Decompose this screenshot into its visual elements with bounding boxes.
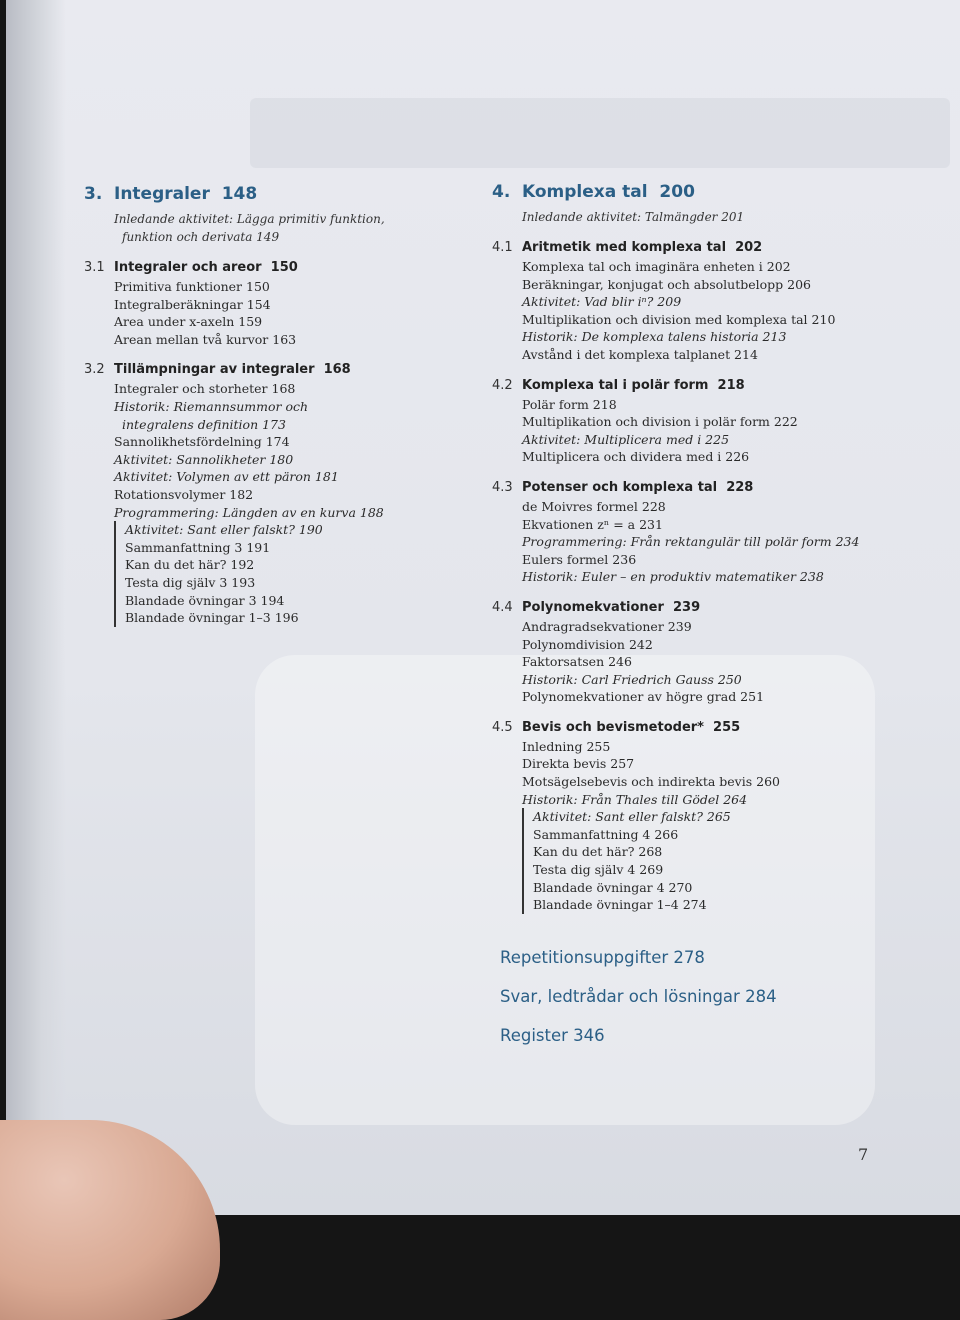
section-number: 4.4: [492, 599, 513, 615]
section-heading: [492, 478, 932, 498]
toc-left-column: [84, 184, 464, 627]
toc-entry: Multiplikation och division med komplexa tal 210: [522, 311, 836, 327]
chapter-3-summary-block: [114, 521, 464, 627]
section-number: 4.2: [492, 377, 513, 393]
chapter-page: 200: [659, 182, 695, 202]
chapter-number: 3.: [84, 184, 103, 204]
toc-entry-history: Historik: Riemannsummor och: [114, 398, 309, 414]
section-4-3: [492, 478, 932, 586]
chapter-title: Integraler: [114, 184, 210, 204]
toc-entry: Rotationsvolymer 182: [114, 486, 254, 502]
back-matter: [500, 948, 932, 1045]
toc-entry-programming: Programmering: Längden av en kurva 188: [114, 504, 384, 520]
toc-entry: Testa dig själv 3 193: [125, 574, 256, 590]
section-page: 218: [717, 377, 745, 393]
answers-entry: Svar, ledtrådar och lösningar 284: [500, 986, 777, 1006]
chapter-title: Komplexa tal: [522, 182, 648, 202]
section-title: Tillämpningar av integraler: [114, 362, 315, 378]
toc-entry: de Moivres formel 228: [522, 498, 666, 514]
section-number: 4.1: [492, 240, 513, 255]
section-heading: [84, 258, 464, 278]
section-4-1: [492, 238, 932, 364]
section-page: 202: [735, 240, 763, 255]
toc-entry: Multiplicera och dividera med i 226: [522, 449, 750, 465]
toc-entry-history: Historik: De komplexa talens historia 213: [522, 329, 787, 345]
toc-entry: Blandade övningar 1–3 196: [125, 610, 299, 626]
section-heading: [492, 718, 932, 738]
section-heading: [492, 598, 932, 618]
toc-entry: Eulers formel 236: [522, 551, 637, 567]
toc-entry-activity: Aktivitet: Vad blir iⁿ? 209: [522, 294, 682, 310]
section-page: 150: [270, 260, 298, 275]
section-4-5: [492, 718, 932, 914]
section-number: 4.3: [492, 479, 513, 495]
section-page: 168: [323, 362, 351, 378]
toc-entry: Integraler och storheter 168: [114, 381, 296, 397]
section-heading: [492, 238, 932, 258]
toc-entry: Beräkningar, konjugat och absolutbelopp 206: [522, 276, 811, 292]
toc-entry: Blandade övningar 3 194: [125, 592, 285, 608]
intro-activity-line2: funktion och derivata 149: [122, 230, 280, 244]
toc-entry-history: Historik: Från Thales till Gödel 264: [522, 791, 748, 807]
section-title: Polynomekvationer: [522, 599, 664, 615]
show-through-banner: [250, 98, 950, 168]
section-page: 228: [726, 479, 754, 495]
section-title: Integraler och areor: [114, 260, 262, 275]
toc-entry: Integralberäkningar 154: [114, 296, 271, 312]
intro-activity: Inledande aktivitet: Talmängder 201: [522, 210, 745, 224]
toc-entry-history: Historik: Euler – en produktiv matematiker 238: [522, 569, 824, 585]
toc-entry: Komplexa tal och imaginära enheten i 202: [522, 259, 791, 274]
section-page: 255: [713, 719, 741, 735]
chapter-4-summary-block: [522, 808, 932, 914]
toc-entry-activity: Aktivitet: Sant eller falskt? 265: [533, 809, 731, 825]
toc-entry: Arean mellan två kurvor 163: [114, 331, 297, 347]
section-number: 3.1: [84, 260, 105, 275]
section-heading: [492, 376, 932, 396]
toc-entry: Testa dig själv 4 269: [533, 862, 664, 878]
section-4-2: [492, 376, 932, 466]
section-title: Aritmetik med komplexa tal: [522, 240, 727, 255]
section-page: 239: [672, 599, 701, 615]
section-title: Komplexa tal i polär form: [522, 377, 709, 393]
chapter-number: 4.: [492, 182, 511, 202]
toc-entry: Primitiva funktioner 150: [114, 279, 270, 294]
toc-entry: Multiplikation och division i polär form 222: [522, 414, 798, 430]
page-number: 7: [858, 1145, 869, 1164]
chapter-4-heading: [492, 182, 932, 202]
toc-entry: Motsägelsebevis och indirekta bevis 260: [522, 774, 780, 790]
section-number: 4.5: [492, 719, 513, 735]
toc-entry: Blandade övningar 4 270: [533, 879, 693, 895]
section-3-1: [84, 258, 464, 348]
section-title: Bevis och bevismetoder*: [522, 719, 704, 735]
section-3-2: [84, 360, 464, 626]
index-entry: Register 346: [500, 1025, 605, 1045]
toc-entry: Kan du det här? 268: [533, 844, 663, 860]
toc-entry: Sannolikhetsfördelning 174: [114, 434, 290, 450]
toc-entry: Area under x-axeln 159: [114, 314, 263, 330]
toc-entry: Polynomdivision 242: [522, 636, 653, 652]
section-title: Potenser och komplexa tal: [522, 479, 718, 495]
toc-entry: Polär form 218: [522, 396, 617, 412]
toc-entry: Direkta bevis 257: [522, 756, 635, 772]
toc-entry: Avstånd i det komplexa talplanet 214: [522, 346, 758, 362]
toc-entry: Sammanfattning 3 191: [125, 539, 271, 555]
toc-right-column: [492, 182, 932, 1065]
page-spine-shadow: [6, 0, 66, 1215]
section-4-4: [492, 598, 932, 706]
toc-entry-activity: Aktivitet: Multiplicera med i 225: [522, 431, 730, 447]
toc-entry-activity: Aktivitet: Volymen av ett päron 181: [114, 469, 339, 485]
toc-entry: Blandade övningar 1–4 274: [533, 897, 707, 913]
chapter-page: 148: [221, 184, 258, 204]
toc-entry: Polynomekvationer av högre grad 251: [522, 689, 765, 705]
toc-entry: Kan du det här? 192: [125, 557, 255, 573]
toc-entry-history-cont: integralens definition 173: [122, 416, 286, 432]
toc-entry: Faktorsatsen 246: [522, 654, 632, 670]
section-number: 3.2: [84, 362, 105, 378]
toc-entry: Sammanfattning 4 266: [533, 826, 679, 842]
toc-entry-history: Historik: Carl Friedrich Gauss 250: [522, 671, 742, 687]
intro-activity-line1: Inledande aktivitet: Lägga primitiv funktion,: [114, 212, 385, 226]
section-heading: [84, 360, 464, 380]
toc-entry: Andragradsekvationer 239: [522, 618, 692, 634]
toc-entry: Ekvationen zⁿ = a 231: [522, 516, 663, 532]
toc-entry: Inledning 255: [522, 738, 611, 754]
chapter-3-heading: [84, 184, 464, 204]
toc-entry-activity: Aktivitet: Sant eller falskt? 190: [125, 522, 323, 538]
toc-entry-programming: Programmering: Från rektangulär till polär form 234: [522, 534, 860, 550]
repetition-exercises-entry: Repetitionsuppgifter 278: [500, 947, 705, 967]
toc-entry-activity: Aktivitet: Sannolikheter 180: [114, 451, 294, 467]
